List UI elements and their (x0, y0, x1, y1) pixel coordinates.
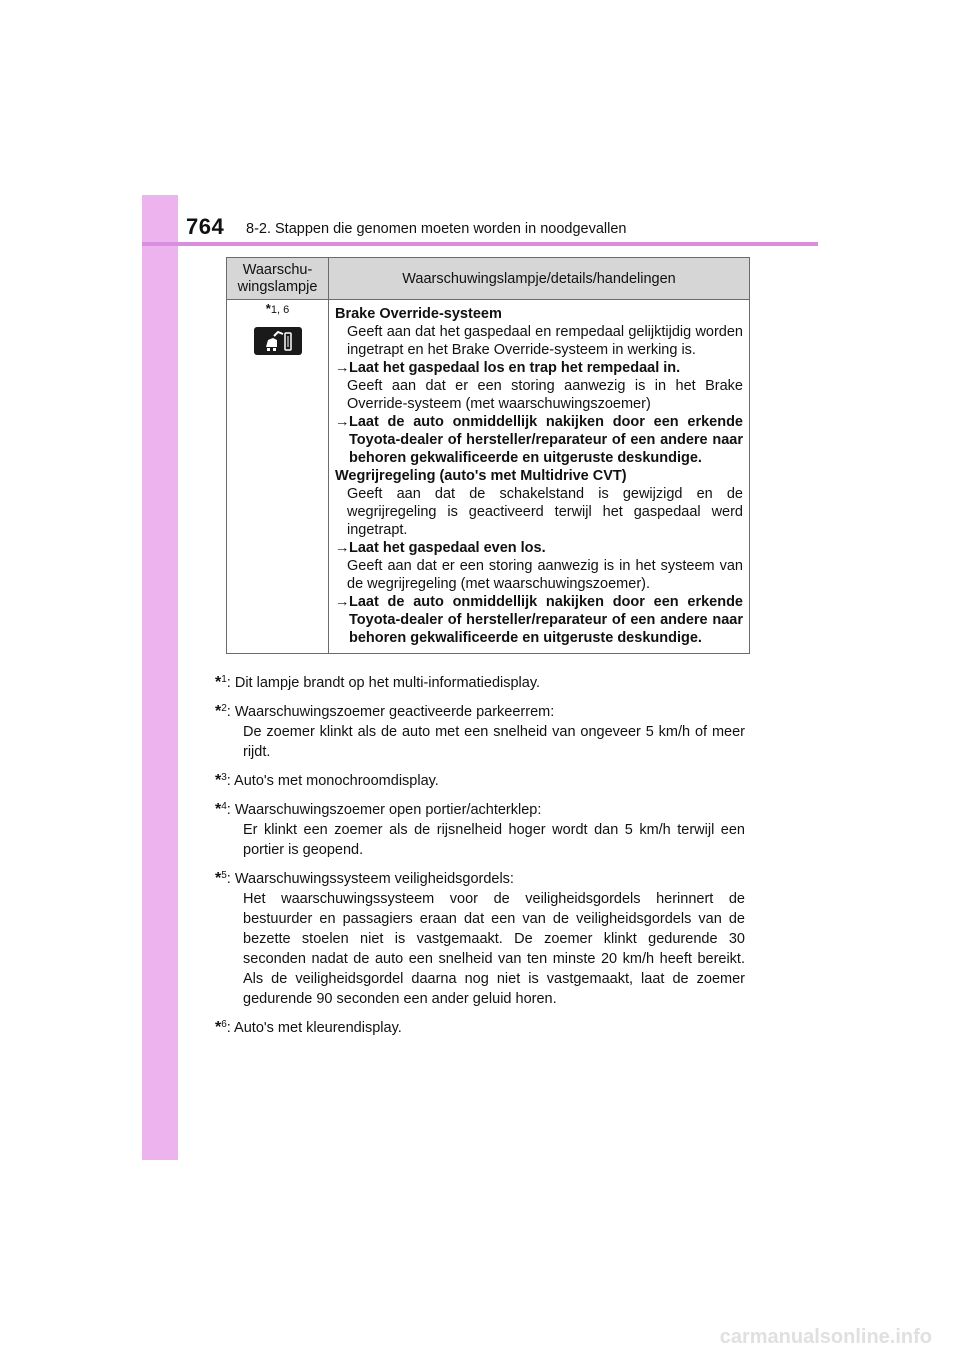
arrow-icon: → (335, 360, 350, 376)
page-number: 764 (186, 214, 225, 239)
column-header-warning-light (227, 258, 329, 300)
brake-override-warning-icon (254, 327, 302, 355)
drive-start-control-malfunction-action (335, 593, 743, 647)
footnote-title: : Waarschuwingszoemer open portier/achterklep: (226, 802, 542, 818)
footnote-number: 6 (221, 1019, 227, 1030)
footnote-number: 4 (221, 801, 227, 812)
footnote-6 (215, 1015, 745, 1038)
watermark: carmanualsonline.info (719, 1326, 932, 1348)
arrow-icon: → (335, 540, 350, 556)
footnote-title: : Waarschuwingszoemer geactiveerde parkeerrem: (226, 704, 555, 720)
details-cell (329, 300, 750, 654)
drive-start-control-action-text: Laat het gaspedaal even los. (349, 540, 546, 556)
footnote-2 (215, 699, 745, 762)
footnote-number: 5 (221, 870, 227, 881)
footnote-title: : Auto's met kleurendisplay. (226, 1020, 402, 1036)
icon-cell (227, 300, 329, 654)
drive-start-control-action (335, 539, 743, 557)
header-divider (142, 242, 818, 246)
footnote-4 (215, 797, 745, 860)
footnote-title: : Auto's met monochroomdisplay. (226, 773, 439, 789)
footnote-text: De zoemer klinkt als de auto met een snelheid van ongeveer 5 km/h of meer rijdt. (243, 724, 745, 760)
column-header-line2: wingslampje (237, 278, 318, 295)
footnote-number: 1 (221, 674, 227, 685)
footnote-title: : Dit lampje brandt op het multi-informatiedisplay. (226, 675, 541, 691)
footnote-text: Er klinkt een zoemer als de rijsnelheid hoger wordt dan 5 km/h terwijl een portier is geopend. (243, 822, 745, 858)
footnote-star: * (215, 674, 222, 691)
brake-override-title: Brake Override-systeem (335, 306, 502, 322)
footnote-text: Het waarschuwingssysteem voor de veiligheidsgordels herinnert de bestuurder en passagiers eraan dat een van de veiligheidsgordels van de bezette stoelen niet is vastgemaakt. De zoemer klinkt gedurende 30 seconden nadat de auto een snelheid van ten minste 20 km/h heeft bereikt. Als de veiligheidsgordel daarna nog niet is vastgemaakt, laat de zoemer gedurende 90 seconden een ander geluid horen. (243, 891, 745, 1007)
column-header-line1: Waarschu- (242, 261, 313, 278)
footnote-reference (227, 300, 328, 319)
warning-light-table (226, 257, 750, 654)
footnote-star: * (215, 801, 222, 818)
footnote-star: * (215, 703, 222, 720)
footnote-5 (215, 866, 745, 1009)
arrow-icon: → (335, 594, 350, 610)
footnote-star: * (265, 301, 271, 316)
table-row (227, 300, 750, 654)
footnote-star: * (215, 870, 222, 887)
footnote-star: * (215, 772, 222, 789)
brake-override-action (335, 359, 743, 377)
drive-start-control-malfunction-description: Geeft aan dat er een storing aanwezig is in het systeem van de wegrijregeling (met waarschuwingszoemer). (347, 558, 743, 592)
footnote-1 (215, 670, 745, 693)
section-header-title: 8-2. Stappen die genomen moeten worden in noodgevallen (246, 221, 627, 237)
brake-override-malfunction-description: Geeft aan dat er een storing aanwezig is in het Brake Override-systeem (met waarschuwingszoemer) (347, 378, 743, 412)
chapter-sidebar-tab (142, 195, 178, 1160)
column-header-details: Waarschuwingslampje/details/handelingen (329, 258, 750, 300)
footnote-number: 3 (221, 772, 227, 783)
brake-override-malfunction-action (335, 413, 743, 467)
footnote-3 (215, 768, 745, 791)
footnote-reference-numbers: 1, 6 (270, 304, 290, 316)
drive-start-control-title: Wegrijregeling (auto's met Multidrive CVT) (335, 468, 627, 484)
drive-start-control-malfunction-action-text: Laat de auto onmiddellijk nakijken door een erkende Toyota-dealer of hersteller/reparateur of een andere naar behoren gekwalificeerde en uitgeruste deskundige. (349, 594, 743, 646)
arrow-icon: → (335, 414, 350, 430)
footnotes (215, 670, 745, 1044)
brake-override-action-text: Laat het gaspedaal los en trap het rempedaal in. (349, 360, 681, 376)
footnote-title: : Waarschuwingssysteem veiligheidsgordels: (226, 871, 514, 887)
footnote-star: * (215, 1019, 222, 1036)
footnote-number: 2 (221, 703, 227, 714)
table-header-row (227, 258, 750, 300)
drive-start-control-description: Geeft aan dat de schakelstand is gewijzigd en de wegrijregeling is geactiveerd terwijl het gaspedaal werd ingetrapt. (347, 486, 743, 538)
brake-override-malfunction-action-text: Laat de auto onmiddellijk nakijken door een erkende Toyota-dealer of hersteller/reparateur of een andere naar behoren gekwalificeerde en uitgeruste deskundige. (349, 414, 743, 466)
brake-override-description: Geeft aan dat het gaspedaal en rempedaal gelijktijdig worden ingetrapt en het Brake Override-systeem in werking is. (347, 324, 743, 358)
